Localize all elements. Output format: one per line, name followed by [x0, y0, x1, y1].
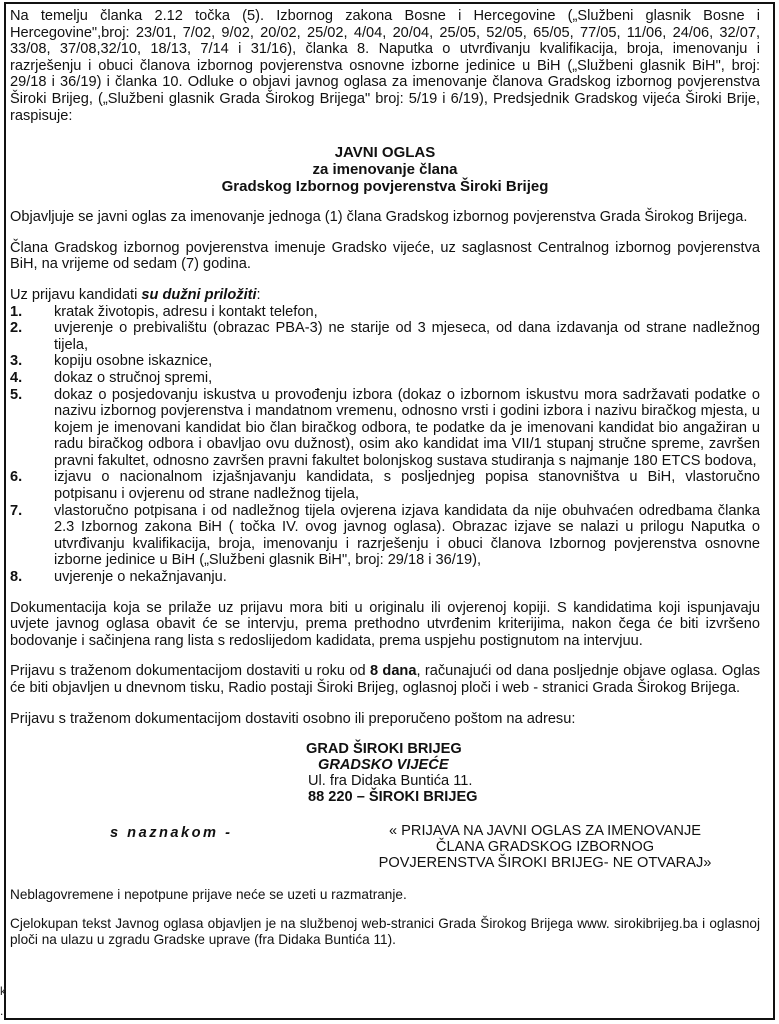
- marking-text: [330, 823, 760, 871]
- requirements-lead: Uz prijavu kandidati: [10, 286, 142, 303]
- paragraph-appointment: Člana Gradskog izbornog povjerenstva imenuje Gradsko vijeće, uz saglasnost Centralnog izbornog povjerenstva BiH, na vrijeme od sedam (7) godina.: [10, 239, 760, 273]
- announcement-title: [10, 144, 760, 195]
- list-item-number: 4.: [10, 369, 23, 386]
- deadline-text-after: , računajući od dana posljednje objave oglasa. Oglas će biti objavljen u dnevnom tisku, Radio postaji Široki Brijeg, oglasnoj ploči i web - stranici Grada Širokog Brijega.: [10, 663, 760, 696]
- legal-basis-intro: Na temelju članka 2.12 točka (5). Izbornog zakona Bosne i Hercegovine („Službeni glasnik Bosne i Hercegovine",broj: 23/01, 7/02, 9/02, 20/02, 25/02, 4/04, 20/04, 25/05, 52/05, 65/05, 77/05, 11/06, 24/06, 32/07, 33/08, 37/08,32/10, 18/13, 7/14 i 31/16), članka 8. Naputka o utvrđivanju kvalifikacija, broja, imenovanju i razrješenju i obuci članova izbornog povjerenstva osnovne izborne jedinice u BiH („Službeni glasnik BiH", broj: 29/18 i 36/19) i članka 10. Odluke o objavi javnog oglasa za imenovanje članova Gradskog izbornog povjerenstva Široki Brijeg, („Službeni glasnik Grada Širokog Brijega" broj: 5/19 i 6/19), Predsjednik Gradskog vijeća Široki Brije, raspisuje:: [10, 8, 760, 124]
- envelope-marking: [10, 823, 760, 871]
- full-text-notice: Cjelokupan tekst Javnog oglasa objavljen je na službenoj web-stranici Grada Širokog Brijega www. sirokibrijeg.ba i oglasnoj ploči na ulazu u zgradu Gradske uprave (fra Didaka Buntića 11).: [10, 915, 760, 947]
- list-item: [10, 569, 760, 586]
- list-item: [10, 503, 760, 569]
- mailing-address: [306, 741, 760, 805]
- list-item-text: kratak životopis, adresu i kontakt telefon,: [54, 303, 318, 320]
- paragraph-announcement: Objavljuje se javni oglas za imenovanje jednoga (1) člana Gradskog izbornog povjerenstva Grada Širokog Brijega.: [10, 209, 748, 226]
- list-item-text: uvjerenje o prebivalištu (obrazac PBA-3) ne starije od 3 mjeseca, od dana izdavanja od strane nadležnog tijela,: [54, 320, 760, 353]
- edge-mark-1: k: [0, 984, 6, 998]
- title-line-1: JAVNI OGLAS: [334, 144, 436, 162]
- announcement-content: [10, 8, 760, 948]
- list-item-text: dokaz o stručnoj spremi,: [54, 369, 213, 386]
- list-item-number: 7.: [10, 502, 23, 519]
- marking-line-1: « PRIJAVA NA JAVNI OGLAS ZA IMENOVANJE: [389, 823, 701, 840]
- list-item: [10, 370, 760, 387]
- requirements-list: [10, 304, 760, 586]
- paragraph-documentation: Dokumentacija koja se prilaže uz prijavu mora biti u originalu ili ovjerenoj kopiji. S kandidatima koji ispunjavaju uvjete javnog oglasa obavit će se intervju, prema prethodno utvrđenim kriterijima, nakon čega će biti izvršeno bodovanje i sačinjena rang lista s redoslijedom kadidata, prema uspjehu postignutom na intervjuu.: [10, 599, 760, 649]
- list-item-text: dokaz o posjedovanju iskustva u provođenju izbora (dokaz o izbornom iskustvu mora sadržavati podatke o nazivu izbornog povjerenstva i mandatnom vremenu, odnosno vrsti i godini izbora i nazivu biračkog mjesta, u kojem je imenovani kandidat bio član biračkog odbora, te podatke da je imenovani kandidat bio angažiran u radu biračkog odbora i obavljao ovu dužnost), osim ako kandidat ima VII/1 stupanj stručne spreme, završen pravni fakultet, odnosno završen pravni fakultet bolonjskog sustava studiranja s najmanje 180 ETCS bodova,: [54, 386, 760, 469]
- title-line-2: za imenovanje člana: [312, 161, 458, 179]
- address-line-4: 88 220 – ŠIROKI BRIJEG: [308, 789, 478, 806]
- deadline-text-before: Prijavu s traženom dokumentacijom dostaviti u roku od: [10, 663, 370, 680]
- list-item-number: 5.: [10, 386, 23, 403]
- incomplete-applications-note: Neblagovremene i nepotpune prijave neće se uzeti u razmatranje.: [10, 887, 407, 903]
- marking-line-2: ČLANA GRADSKOG IZBORNOG: [435, 839, 655, 856]
- paragraph-delivery: Prijavu s traženom dokumentacijom dostaviti osobno ili preporučeno poštom na adresu:: [10, 710, 576, 727]
- address-line-1: GRAD ŠIROKI BRIJEG: [306, 741, 462, 758]
- list-item-number: 2.: [10, 320, 23, 337]
- list-item-text: kopiju osobne iskaznice,: [54, 353, 213, 370]
- list-item-text: vlastoručno potpisana i od nadležnog tijela ovjerena izjava kandidata da nije obuhvaćen odredbama članka 2.3 Izbornog zakona BiH ( točka IV. ovog javnog oglasa). Obrazac izjave se nalazi u prilogu Naputka o utvrđivanju kvalifikacija, broja, imenovanju i razrješenju i obuci članova Izbornog povjerenstva osnovne izborne jedinice u BiH („Službeni glasnik BiH", broj: 29/18 i 36/19),: [54, 502, 760, 569]
- list-item-text: uvjerenje o nekažnjavanju.: [54, 569, 227, 586]
- list-item: [10, 469, 760, 502]
- list-item-text: izjavu o nacionalnom izjašnjavanju kandidata, s posljednjeg popisa stanovništva u BiH, vlastoručno potpisanu i ovjerenu od strane nadležnog tijela,: [54, 469, 760, 503]
- paragraph-deadline: [10, 663, 760, 696]
- list-item: [10, 387, 760, 470]
- edge-mark-2: .: [0, 1004, 4, 1018]
- requirements-lead-end: :: [256, 286, 261, 303]
- deadline-days: 8 dana: [369, 663, 417, 680]
- marking-label: s naznakom -: [110, 825, 233, 842]
- requirements-lead-emphasis: su dužni priložiti: [141, 286, 257, 303]
- title-line-3: Gradskog Izbornog povjerenstva Široki Brijeg: [221, 178, 549, 196]
- list-item: [10, 353, 760, 370]
- list-item-number: 3.: [10, 353, 23, 370]
- requirements-heading: [10, 287, 760, 304]
- address-line-3: Ul. fra Didaka Buntića 11.: [308, 773, 473, 790]
- marking-line-3: POVJERENSTVA ŠIROKI BRIJEG- NE OTVARAJ»: [378, 855, 712, 872]
- list-item: [10, 304, 760, 321]
- address-line-2: GRADSKO VIJEĆE: [318, 757, 449, 774]
- list-item-number: 1.: [10, 303, 23, 320]
- list-item: [10, 320, 760, 353]
- list-item-number: 8.: [10, 569, 23, 586]
- list-item-number: 6.: [10, 469, 23, 486]
